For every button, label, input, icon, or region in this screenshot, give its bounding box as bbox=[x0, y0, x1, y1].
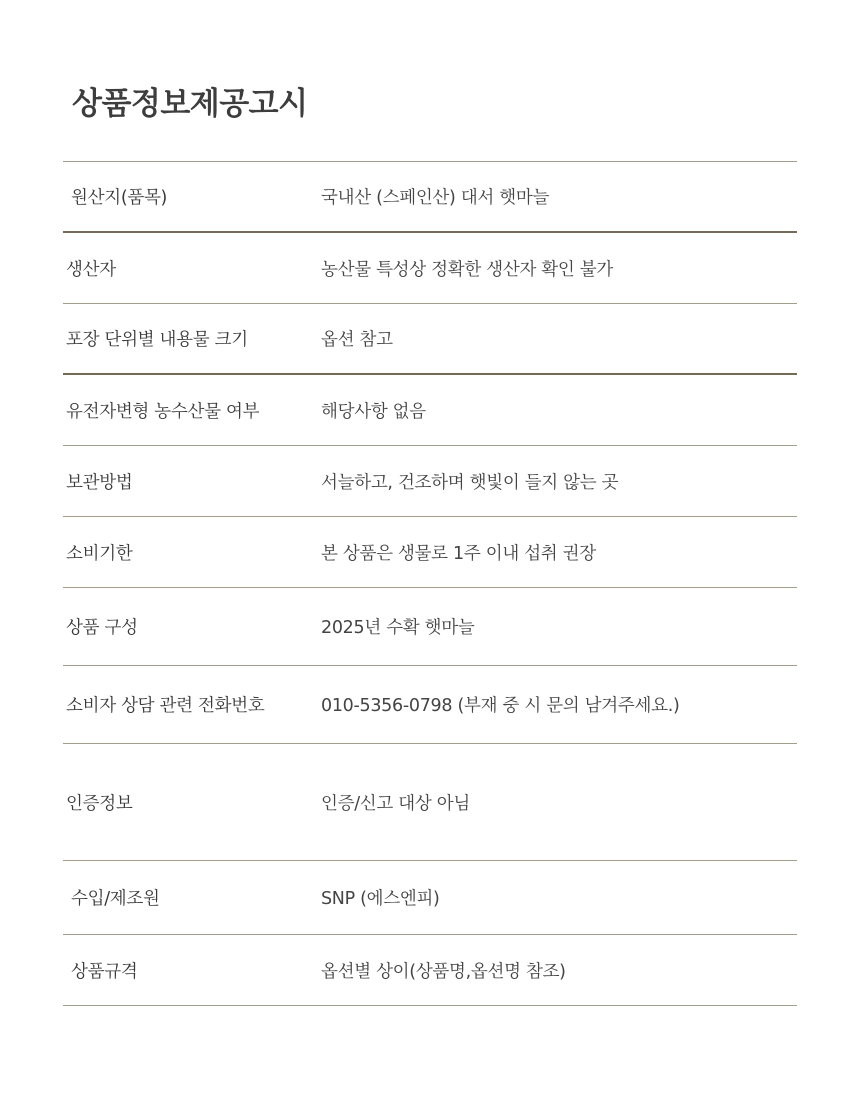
row-value: 2025년 수확 햇마늘 bbox=[321, 618, 475, 638]
row-value: 농산물 특성상 정확한 생산자 확인 불가 bbox=[321, 259, 613, 280]
row-value: 본 상품은 생물로 1주 이내 섭취 권장 bbox=[321, 543, 596, 564]
table-row bbox=[63, 446, 797, 517]
table-row bbox=[63, 935, 797, 1006]
table-row bbox=[63, 666, 797, 744]
row-value: 국내산 (스페인산) 대서 햇마늘 bbox=[321, 188, 550, 208]
row-value: 서늘하고, 건조하며 햇빛이 들지 않는 곳 bbox=[321, 472, 619, 493]
table-row bbox=[63, 588, 797, 666]
row-value: 옵션별 상이(상품명,옵션명 참조) bbox=[321, 961, 566, 982]
row-label: 원산지(품목) bbox=[71, 188, 168, 208]
table-row bbox=[63, 861, 797, 935]
table-row bbox=[63, 162, 797, 233]
table-row bbox=[63, 375, 797, 446]
phone-number: 010-5356-0798 (부재 중 시 문의 남겨주세요.) bbox=[321, 696, 680, 716]
table-row bbox=[63, 744, 797, 861]
row-value: 옵션 참고 bbox=[321, 330, 393, 350]
table-row bbox=[63, 233, 797, 304]
row-value: 해당사항 없음 bbox=[321, 401, 426, 422]
row-label: 인증정보 bbox=[66, 793, 133, 814]
row-label: 생산자 bbox=[66, 259, 116, 280]
row-label: 상품규격 bbox=[71, 961, 138, 982]
product-info-table bbox=[63, 161, 797, 1006]
page-title: 상품정보제공고시 bbox=[72, 86, 308, 122]
row-label: 상품 구성 bbox=[66, 618, 138, 638]
table-row bbox=[63, 517, 797, 588]
row-label: 보관방법 bbox=[66, 472, 133, 493]
row-value: 인증/신고 대상 아님 bbox=[321, 793, 470, 814]
row-label: 수입/제조원 bbox=[71, 889, 160, 909]
row-label: 유전자변형 농수산물 여부 bbox=[66, 401, 260, 422]
row-label: 포장 단위별 내용물 크기 bbox=[66, 330, 248, 350]
row-label: 소비기한 bbox=[66, 543, 133, 564]
row-value: SNP (에스엔피) bbox=[321, 889, 440, 909]
row-label: 소비자 상담 관련 전화번호 bbox=[66, 696, 265, 716]
table-row bbox=[63, 304, 797, 375]
